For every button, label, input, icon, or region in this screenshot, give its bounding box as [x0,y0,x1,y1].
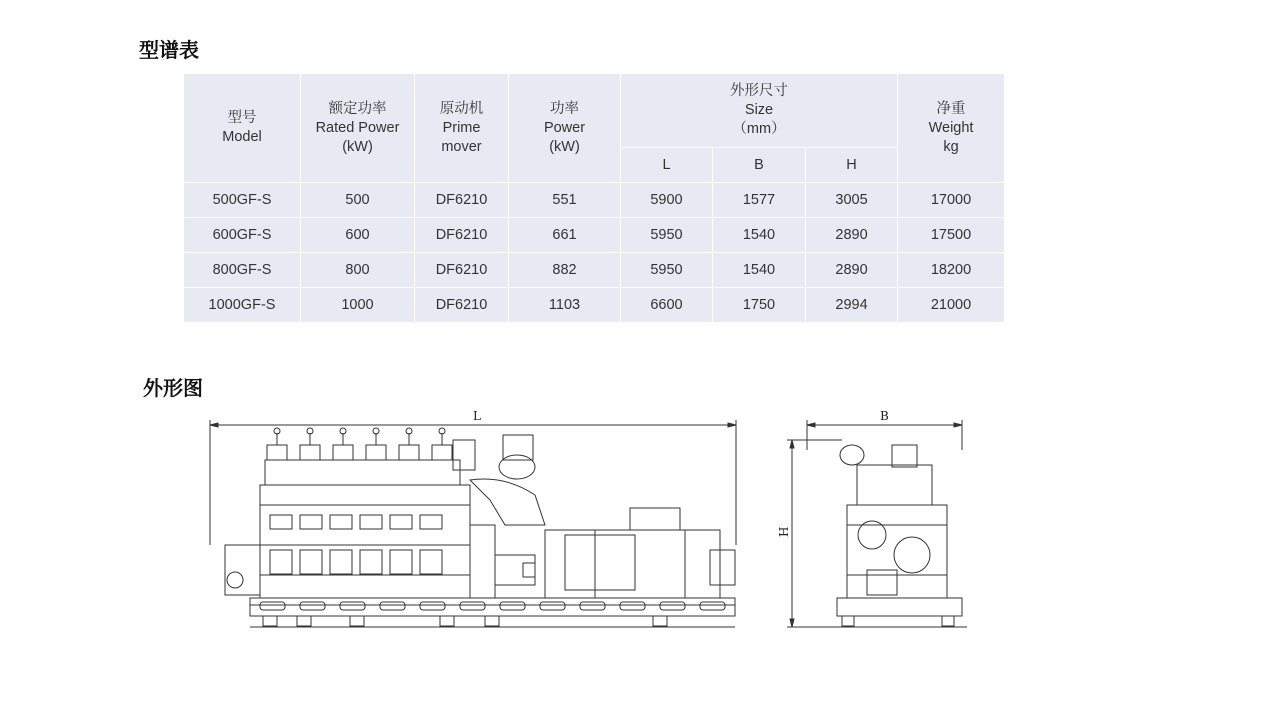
cell-size-b: 1540 [713,218,806,253]
header-power: 功率 Power (kW) [509,74,621,183]
cell-rated-power: 1000 [301,288,415,323]
cell-rated-power: 800 [301,253,415,288]
width-dimension-label: B [880,409,889,423]
cell-power: 661 [509,218,621,253]
cell-model: 500GF-S [184,183,301,218]
table-row [184,218,1005,253]
header-size: 外形尺寸 Size （mm） [621,74,898,148]
cell-rated-power: 500 [301,183,415,218]
cell-model: 600GF-S [184,218,301,253]
cell-weight: 17500 [898,218,1005,253]
model-spec-table [183,73,1005,323]
cell-prime-mover: DF6210 [415,218,509,253]
cell-prime-mover: DF6210 [415,183,509,218]
cell-power: 551 [509,183,621,218]
generator-side-view-drawing [205,405,745,640]
cell-size-l: 5950 [621,218,713,253]
spec-table-title: 型谱表 [139,38,199,62]
cell-power: 882 [509,253,621,288]
cell-size-l: 6600 [621,288,713,323]
cell-weight: 17000 [898,183,1005,218]
cell-size-b: 1750 [713,288,806,323]
cell-model: 1000GF-S [184,288,301,323]
cell-size-h: 2890 [806,218,898,253]
header-size-l: L [621,148,713,183]
header-weight: 净重 Weight kg [898,74,1005,183]
cell-rated-power: 600 [301,218,415,253]
cell-size-h: 3005 [806,183,898,218]
cell-size-l: 5950 [621,253,713,288]
height-dimension-label: H [777,526,791,537]
cell-size-b: 1577 [713,183,806,218]
cell-size-l: 5900 [621,183,713,218]
cell-size-h: 2994 [806,288,898,323]
table-row [184,288,1005,323]
header-rated-power: 额定功率 Rated Power (kW) [301,74,415,183]
outline-drawing-title: 外形图 [143,376,203,400]
table-row [184,183,1005,218]
generator-end-view-drawing [772,405,972,640]
table-row [184,253,1005,288]
header-prime-mover: 原动机 Prime mover [415,74,509,183]
cell-weight: 18200 [898,253,1005,288]
cell-size-h: 2890 [806,253,898,288]
cell-prime-mover: DF6210 [415,288,509,323]
header-model: 型号 Model [184,74,301,183]
length-dimension-label: L [473,409,481,423]
cell-size-b: 1540 [713,253,806,288]
cell-model: 800GF-S [184,253,301,288]
header-size-h: H [806,148,898,183]
cell-prime-mover: DF6210 [415,253,509,288]
cell-power: 1103 [509,288,621,323]
header-size-b: B [713,148,806,183]
cell-weight: 21000 [898,288,1005,323]
